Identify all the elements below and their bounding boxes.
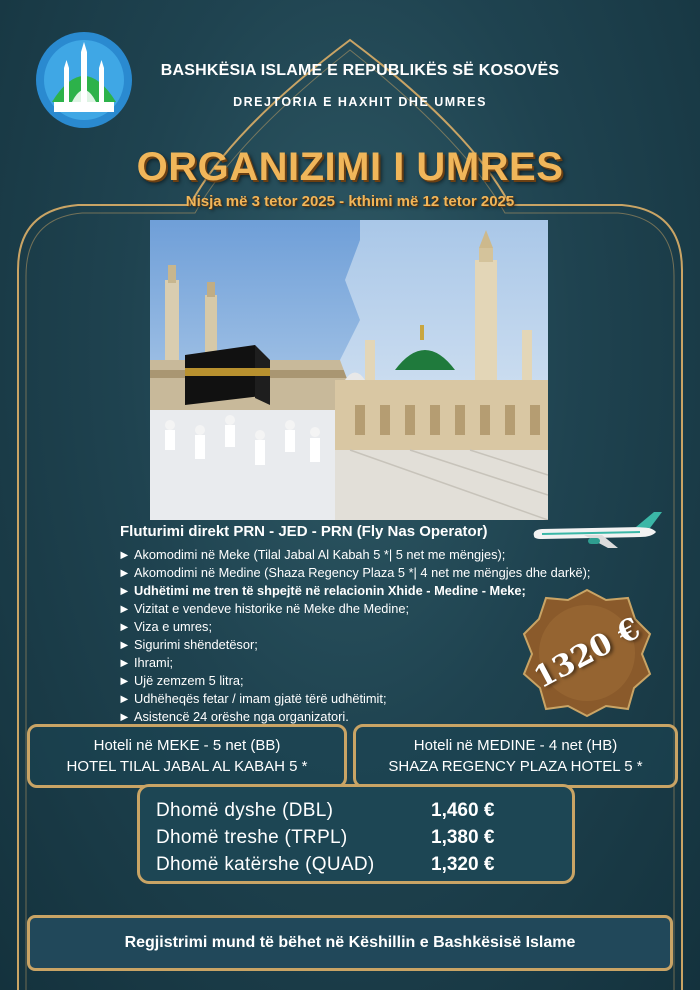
arrow-icon: ► (118, 601, 131, 616)
registration-info: Regjistrimi mund të bëhet në Këshillin e Bashkësisë Islame (27, 915, 673, 971)
organization-name: BASHKËSIA ISLAME E REPUBLIKËS SË KOSOVËS (160, 62, 560, 79)
hotel-medine-box (353, 724, 678, 788)
hotel-meke-box (27, 724, 347, 788)
arrow-icon: ► (118, 565, 131, 580)
room-row-quad (156, 851, 572, 878)
hotel-medine-name: SHAZA REGENCY PLAZA HOTEL 5 * (388, 758, 643, 775)
list-item: ► Sigurimi shëndetësor; (118, 637, 258, 652)
arrow-icon: ► (118, 547, 131, 562)
room-price: 1,380 € (431, 826, 495, 848)
airplane-icon (528, 510, 668, 554)
room-prices-box (137, 784, 575, 884)
list-item: ► Udhëtimi me tren të shpejtë në relacionin Xhide - Medine - Meke; (118, 583, 526, 598)
arrow-icon: ► (118, 637, 131, 652)
list-item: ► Viza e umres; (118, 619, 212, 634)
room-name: Dhomë dyshe (DBL) (156, 799, 334, 821)
arrow-icon: ► (118, 709, 131, 724)
arrow-icon: ► (118, 673, 131, 688)
list-item: ► Ihrami; (118, 655, 174, 670)
list-item: ► Vizitat e vendeve historike në Meke dhe Medine; (118, 601, 410, 616)
flight-headline: Fluturimi direkt PRN - JED - PRN (Fly Nas Operator) (120, 523, 488, 540)
arrow-icon: ► (118, 619, 131, 634)
hotel-medine-stay: Hoteli në MEDINE - 4 net (HB) (413, 737, 618, 754)
price-badge: 1320 € (528, 610, 646, 696)
trip-dates: Nisja më 3 tetor 2025 - kthimi më 12 tetor 2025 (185, 193, 515, 210)
islamic-community-logo (34, 30, 134, 130)
hotel-meke-stay: Hoteli në MEKE - 5 net (BB) (93, 737, 281, 754)
list-item: ► Ujë zemzem 5 litra; (118, 673, 244, 688)
room-price: 1,460 € (431, 799, 495, 821)
arrow-icon: ► (118, 583, 131, 598)
hotel-meke-name: HOTEL TILAL JABAL AL KABAH 5 * (66, 758, 308, 775)
list-item: ► Akomodimi në Meke (Tilal Jabal Al Kabah 5 *| 5 net me mëngjes); (118, 547, 506, 562)
arrow-icon: ► (118, 655, 131, 670)
arrow-icon: ► (118, 691, 131, 706)
room-row-double (156, 797, 572, 824)
list-item: ► Udhëheqës fetar / imam gjatë tërë udhëtimit; (118, 691, 387, 706)
list-item: ► Asistencë 24 orëshe nga organizatori. (118, 709, 349, 724)
room-row-triple (156, 824, 572, 851)
room-name: Dhomë katërshe (QUAD) (156, 853, 375, 875)
room-price: 1,320 € (431, 853, 495, 875)
mecca-medina-photo (150, 220, 548, 520)
department-name: DREJTORIA E HAXHIT DHE UMRES (233, 95, 487, 109)
list-item: ► Akomodimi në Medine (Shaza Regency Plaza 5 *| 4 net me mëngjes dhe darkë); (118, 565, 591, 580)
room-name: Dhomë treshe (TRPL) (156, 826, 348, 848)
page-title: ORGANIZIMI I UMRES (136, 145, 564, 189)
